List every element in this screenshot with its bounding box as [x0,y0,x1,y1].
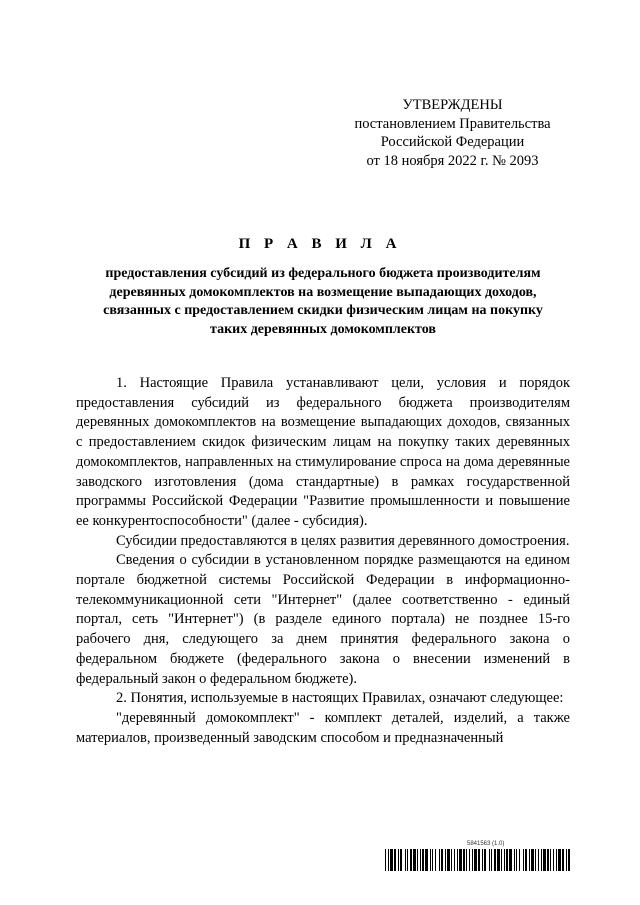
barcode-stripe [523,849,524,871]
barcode-stripe [390,849,393,871]
paragraph: 2. Понятия, используемые в настоящих Правилах, означают следующее: [116,690,564,707]
barcode-stripe [398,849,399,871]
barcode-stripe [451,849,452,871]
barcode-stripe [472,849,473,871]
barcode-stripe [420,849,421,871]
barcode-stripe [497,849,500,871]
barcode-stripe [459,849,462,871]
barcode-stripe [457,849,458,871]
barcode-stripe [469,849,470,871]
barcode-stripe [435,849,436,871]
barcode-stripe [568,849,570,871]
barcode-stripe [519,849,520,871]
barcode-stripe [417,849,418,871]
barcode-stripe [516,849,517,871]
document-subtitle: предоставления субсидий из федерального бюджета производителям деревянных домокомплектов на возмещение выпадающих доходов, связанных с предоставлением скидки физическим лицам на покупку таких деревянных домокомплектов [103,266,543,337]
paragraph: Сведения о субсидии в установленном порядке размещаются на едином портале бюджетной системы Российской Федерации в информационно-телекоммуникационной сети "Интернет" (далее соответственно - единый портал, сеть "Интернет") (в разделе единого портала) не позднее 15-го рабочего дня, следующего за днем принятия федерального закона о федеральном бюджете (федерального закона о внесении изменений в федеральный закон о федеральном бюджете). [76,552,570,687]
barcode [385,849,570,871]
barcode-stripe [562,849,564,871]
barcode-stripe [547,849,549,871]
barcode-stripe [441,849,443,871]
barcode-stripe [413,849,416,871]
barcode-stripe [541,849,542,871]
barcode-stripe [482,849,483,871]
barcode-stripe [558,849,561,871]
barcode-stripe [478,849,480,871]
barcode-block [385,841,570,881]
barcode-stripe [385,849,386,871]
barcode-stripe [466,849,467,871]
barcode-stripe [425,849,428,871]
barcode-stripe [509,849,512,871]
document-title: П Р А В И Л А [238,236,402,252]
barcode-stripe [394,849,396,871]
barcode-stripe [439,849,440,871]
approval-line-3: от 18 ноября 2022 г. № 2093 [366,152,539,169]
approval-heading: УТВЕРЖДЕНЫ [402,97,503,113]
barcode-stripe [494,849,496,871]
barcode-stripe [422,849,424,871]
paragraph: 1. Настоящие Правила устанавливают цели, условия и порядок предоставления субсидий из федерального бюджета производителям деревянных домокомплектов на возмещение выпадающих доходов, связанных с предоставлением скидок физическим лицам на покупку таких деревянных домокомплектов, направленных на стимулирование спроса на дома деревянные заводского изготовления (дома стандартные) в рамках государственной программы Российской Федерации "Развитие промышленности и повышение ее конкурентоспособности" (далее - субсидия). [76,375,570,529]
barcode-stripe [432,849,433,871]
barcode-stripe [550,849,551,871]
barcode-stripe [506,849,508,871]
barcode-stripe [538,849,539,871]
barcode-stripe [529,849,530,871]
barcode-stripe [543,849,546,871]
approval-line-1: постановлением Правительства [354,115,551,132]
approval-line-2: Российской Федерации [380,134,525,150]
barcode-stripe [553,849,554,871]
barcode-stripe [484,849,486,871]
barcode-stripe [474,849,477,871]
barcode-stripe [400,849,402,871]
barcode-number: 5841563 (1.0) [467,841,505,847]
barcode-stripe [525,849,527,871]
approval-stamp [330,96,575,170]
barcode-stripe [556,849,557,871]
barcode-stripe [501,849,502,871]
barcode-stripe [410,849,412,871]
barcode-stripe [491,849,492,871]
barcode-stripe [407,849,408,871]
barcode-stripe [514,849,515,871]
document-body [76,374,570,748]
barcode-stripe [566,849,567,871]
paragraph: Субсидии предоставляются в целях развития деревянного домостроения. [116,532,570,549]
barcode-stripe [447,849,450,871]
barcode-stripe [531,849,534,871]
paragraph: "деревянный домокомплект" - комплект деталей, изделий, а также материалов, произведенный заводским способом и предназначенный [76,709,570,746]
barcode-stripe [430,849,431,871]
barcode-stripe [405,849,406,871]
barcode-stripe [445,849,446,871]
barcode-stripe [454,849,455,871]
barcode-stripe [504,849,505,871]
barcode-stripe [489,849,490,871]
barcode-stripe [463,849,465,871]
barcode-stripe [388,849,389,871]
barcode-stripe [535,849,536,871]
